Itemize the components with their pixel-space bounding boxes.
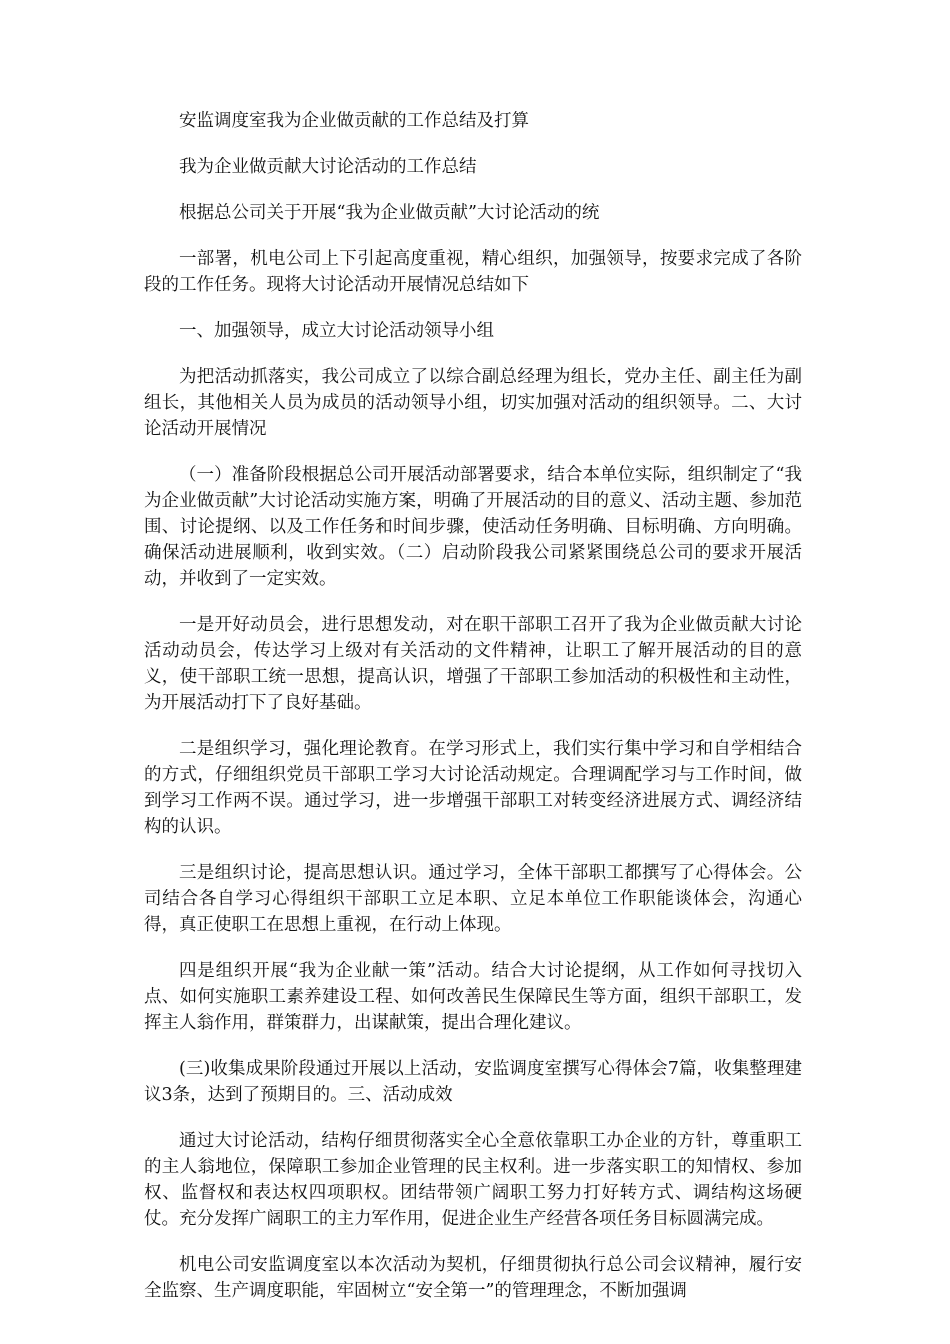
body-paragraph: 一是开好动员会，进行思想发动，对在职干部职工召开了我为企业做贡献大讨论活动动员会，传达学习上级对有关活动的文件精神，让职工了解开展活动的目的意义，使干部职工统一思想，提高认识，增强了干部职工参加活动的积极性和主动性，为开展活动打下了良好基础。 [144,615,802,713]
body-paragraph: 一部署，机电公司上下引起高度重视，精心组织，加强领导，按要求完成了各阶段的工作任务。现将大讨论活动开展情况总结如下 [144,249,802,295]
section-heading: 一、加强领导，成立大讨论活动领导小组 [179,321,494,341]
body-paragraph: （一）准备阶段根据总公司开展活动部署要求，结合本单位实际，组织制定了“我为企业做贡献”大讨论活动实施方案，明确了开展活动的目的意义、活动主题、参加范围、讨论提纲、以及工作任务和时间步骤，使活动任务明确、目标明确、方向明确。确保活动进展顺利，收到实效。（二）启动阶段我公司紧紧围绕总公司的要求开展活动，并收到了一定实效。 [144,465,802,589]
body-paragraph: 根据总公司关于开展“我为企业做贡献”大讨论活动的统 [179,203,600,223]
body-paragraph: 机电公司安监调度室以本次活动为契机，仔细贯彻执行总公司会议精神，履行安全监察、生产调度职能，牢固树立“安全第一”的管理理念，不断加强调 [144,1255,802,1301]
body-paragraph: 四是组织开展“我为企业献一策”活动。结合大讨论提纲，从工作如何寻找切入点、如何实施职工素养建设工程、如何改善民生保障民生等方面，组织干部职工，发挥主人翁作用，群策群力，出谋献策，提出合理化建议。 [144,961,802,1033]
body-paragraph: 二是组织学习，强化理论教育。在学习形式上，我们实行集中学习和自学相结合的方式，仔细组织党员干部职工学习大讨论活动规定。合理调配学习与工作时间，做到学习工作两不误。通过学习，进一步增强干部职工对转变经济进展方式、调经济结构的认识。 [144,739,802,837]
body-paragraph: (三)收集成果阶段通过开展以上活动，安监调度室撰写心得体会7篇，收集整理建议3条，达到了预期目的。三、活动成效 [144,1059,802,1105]
document-body [144,108,802,1324]
body-paragraph: 三是组织讨论，提高思想认识。通过学习，全体干部职工都撰写了心得体会。公司结合各自学习心得组织干部职工立足本职、立足本单位工作职能谈体会，沟通心得，真正使职工在思想上重视，在行动上体现。 [144,863,802,935]
document-subtitle: 我为企业做贡献大讨论活动的工作总结 [179,157,477,177]
body-paragraph: 为把活动抓落实，我公司成立了以综合副总经理为组长，党办主任、副主任为副组长，其他相关人员为成员的活动领导小组，切实加强对活动的组织领导。二、大讨论活动开展情况 [144,367,802,439]
document-title: 安监调度室我为企业做贡献的工作总结及打算 [179,111,529,131]
body-paragraph: 通过大讨论活动，结构仔细贯彻落实全心全意依靠职工办企业的方针，尊重职工的主人翁地位，保障职工参加企业管理的民主权利。进一步落实职工的知情权、参加权、监督权和表达权四项职权。团结带领广阔职工努力打好转方式、调结构这场硬仗。充分发挥广阔职工的主力军作用，促进企业生产经营各项任务目标圆满完成。 [144,1131,802,1229]
